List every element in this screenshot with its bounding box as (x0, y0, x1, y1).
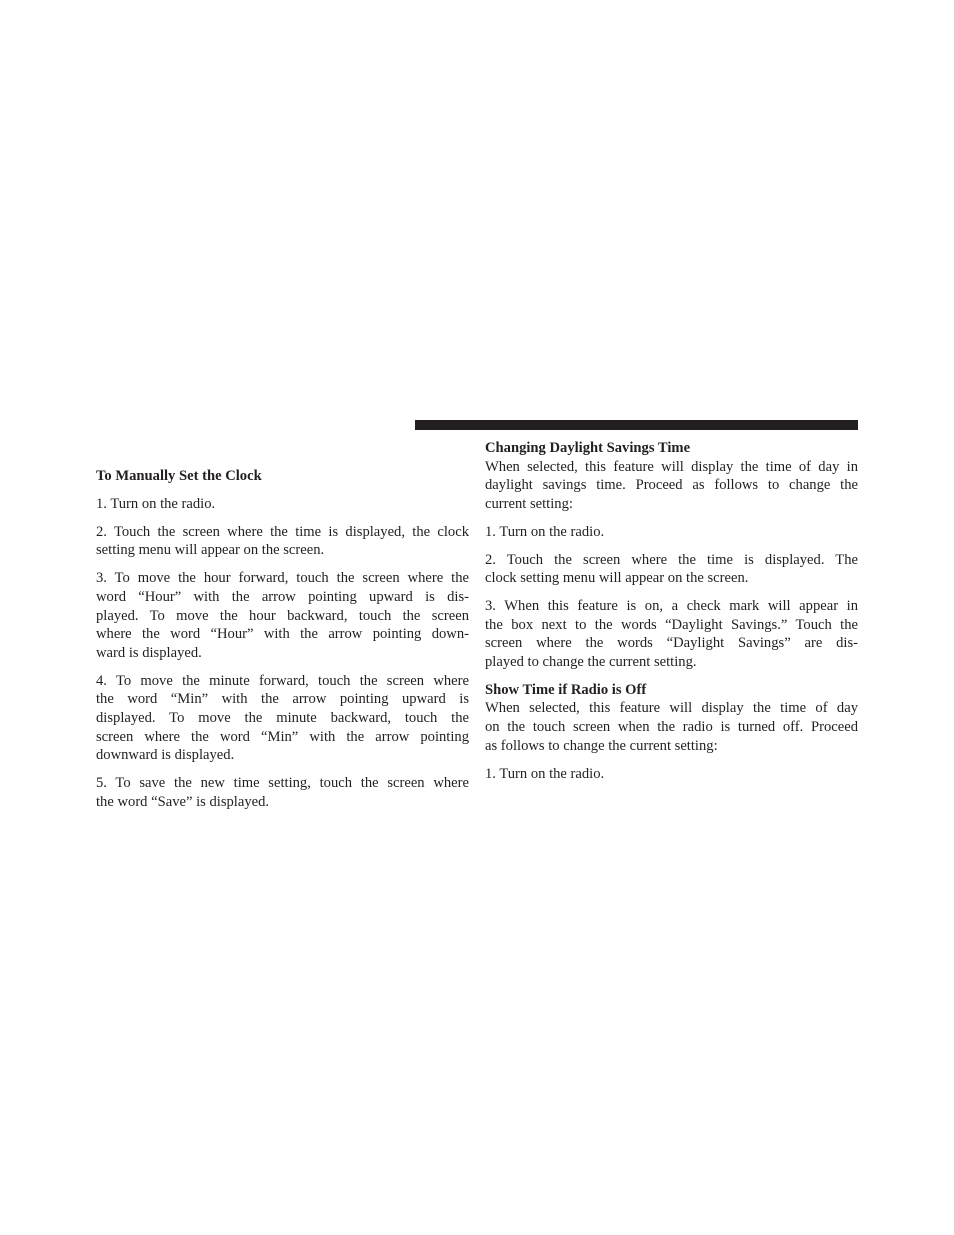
paragraph-line: the box next to the words “Daylight Savings.” Touch the (485, 616, 858, 633)
right-column (485, 439, 858, 792)
paragraph-line: where the word “Hour” with the arrow pointing down- (96, 626, 469, 643)
section-heading: Show Time if Radio is Off (485, 681, 647, 698)
paragraph-line: screen where the word “Min” with the arrow pointing (96, 728, 469, 745)
section-daylight-savings (485, 439, 858, 672)
intro-paragraph (485, 458, 858, 514)
paragraph-line: displayed. To move the minute backward, touch the (96, 710, 469, 727)
intro-paragraph (485, 699, 858, 755)
paragraph-line: setting menu will appear on the screen. (96, 542, 325, 559)
paragraph-line: 1. Turn on the radio. (485, 523, 605, 540)
paragraph-line: 2. Touch the screen where the time is displayed. The (485, 551, 858, 568)
paragraph-line: 3. To move the hour forward, touch the screen where the (96, 570, 469, 587)
section-heading: To Manually Set the Clock (96, 468, 262, 484)
paragraph-line: the word “Min” with the arrow pointing upward is (96, 691, 469, 708)
paragraph-line: played. To move the hour backward, touch the screen (96, 607, 469, 624)
paragraph-line: 3. When this feature is on, a check mark will appear in (485, 597, 858, 614)
step-2-paragraph (96, 523, 469, 560)
section-header-bar (415, 420, 858, 430)
step-1-paragraph (485, 523, 858, 542)
section-show-time-radio-off (485, 681, 858, 784)
paragraph-line: 5. To save the new time setting, touch the screen where (96, 775, 469, 792)
paragraph-line: current setting: (485, 496, 573, 513)
paragraph-line: on the touch screen when the radio is turned off. Proceed (485, 719, 858, 736)
step-3-paragraph (485, 597, 858, 672)
paragraph-line: When selected, this feature will display the time of day in (485, 458, 858, 475)
left-column (96, 467, 469, 821)
paragraph-line: screen where the words “Daylight Savings” are dis- (485, 635, 858, 652)
paragraph-line: downward is displayed. (96, 747, 235, 764)
section-manual-clock (96, 467, 469, 812)
paragraph-line: the word “Save” is displayed. (96, 793, 270, 810)
step-5-paragraph (96, 774, 469, 811)
paragraph-line: word “Hour” with the arrow pointing upward is dis- (96, 588, 469, 605)
paragraph-line: as follows to change the current setting: (485, 737, 718, 754)
paragraph-line: 1. Turn on the radio. (96, 496, 216, 512)
paragraph-line: When selected, this feature will display the time of day (485, 700, 858, 717)
step-1-paragraph (485, 765, 858, 784)
step-3-paragraph (96, 569, 469, 663)
section-heading: Changing Daylight Savings Time (485, 440, 691, 456)
paragraph-line: 2. Touch the screen where the time is displayed, the clock (96, 523, 469, 540)
paragraph-line: ward is displayed. (96, 644, 202, 661)
step-4-paragraph (96, 672, 469, 766)
step-2-paragraph (485, 551, 858, 588)
paragraph-line: 1. Turn on the radio. (485, 765, 605, 782)
paragraph-line: 4. To move the minute forward, touch the screen where (96, 672, 469, 689)
paragraph-line: daylight savings time. Proceed as follows to change the (485, 477, 858, 494)
paragraph-line: clock setting menu will appear on the screen. (485, 570, 749, 587)
paragraph-line: played to change the current setting. (485, 654, 697, 671)
step-1-paragraph (96, 495, 469, 514)
